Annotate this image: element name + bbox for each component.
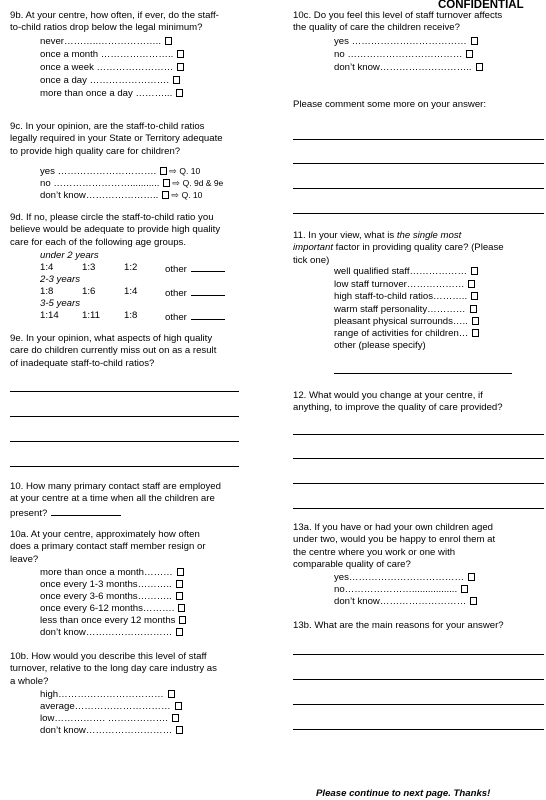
answer-line[interactable] xyxy=(293,213,544,214)
skip-instruction: Q. 10 xyxy=(179,166,201,176)
option-label: low……………. ………………. xyxy=(40,713,168,724)
option-label: never………..……………….. xyxy=(40,36,162,47)
option-label: once a day ……………………. xyxy=(40,75,170,86)
ratio-option[interactable]: 1:4 xyxy=(124,286,138,297)
option-label: other (please specify) xyxy=(334,340,426,351)
question-10a xyxy=(10,529,270,566)
question-13b: 13b. What are the main reasons for your answer? xyxy=(293,620,504,631)
option-yes[interactable] xyxy=(334,572,475,584)
ratio-option[interactable]: 1:3 xyxy=(82,262,96,273)
confidential-label: CONFIDENTIAL xyxy=(438,0,524,11)
option-once-a-day[interactable] xyxy=(40,75,180,87)
ratio-option[interactable]: 1:11 xyxy=(82,310,100,321)
answer-line[interactable] xyxy=(10,416,239,417)
question-10 xyxy=(10,481,270,520)
checkbox[interactable] xyxy=(471,37,478,45)
option-label: yes……………………………… xyxy=(334,572,465,583)
age-group-label: 3-5 years xyxy=(40,298,80,309)
ratio-other[interactable] xyxy=(165,286,225,300)
answer-line[interactable] xyxy=(293,729,544,730)
option-label: low staff turnover……………… xyxy=(334,279,465,290)
comment-prompt: Please comment some more on your answer: xyxy=(293,99,487,110)
question-text: 9e. In your opinion, what aspects of high quality xyxy=(10,333,213,344)
option-high[interactable] xyxy=(40,689,175,701)
question-9b xyxy=(10,10,270,35)
answer-line[interactable] xyxy=(293,188,544,189)
checkbox[interactable] xyxy=(178,604,185,612)
question-text: factor in providing quality care? (Please xyxy=(333,242,504,254)
option-label: pleasant physical surrounds….. xyxy=(334,316,468,327)
option-label: once a week …………………… xyxy=(40,62,174,73)
checkbox[interactable] xyxy=(177,50,184,58)
skip-instruction: Q. 9d & 9e xyxy=(182,178,224,188)
skip-instruction: Q. 10 xyxy=(181,190,203,200)
question-text: at your centre at a time when all the children are xyxy=(10,493,215,505)
question-text: care do children currently miss out on as a result xyxy=(10,345,217,357)
question-text: comparable quality of care? xyxy=(293,558,411,570)
question-text: the quality of care the children receive? xyxy=(293,22,460,34)
ratio-option[interactable]: 1:8 xyxy=(40,286,54,297)
question-text: 12. What would you change at your centre, if xyxy=(293,390,483,401)
ratio-other-label: other xyxy=(165,288,187,299)
question-text: 11. In your view, what is xyxy=(293,230,397,241)
option-label: less than once every 12 months xyxy=(40,615,176,626)
option-other[interactable] xyxy=(334,340,426,352)
ratio-option[interactable]: 1:14 xyxy=(40,310,59,321)
checkbox[interactable] xyxy=(168,690,175,698)
answer-line[interactable] xyxy=(293,163,544,164)
question-text: 9b. At your centre, how often, if ever, do the staff- xyxy=(10,10,219,21)
answer-line[interactable] xyxy=(293,434,544,435)
question-emphasis: the single most xyxy=(396,230,462,241)
ratio-option[interactable]: 1:6 xyxy=(82,286,96,297)
option-label: no ……………………........... xyxy=(40,178,160,189)
question-10c xyxy=(293,10,543,35)
arrow-right-icon: ⇨ xyxy=(169,166,177,176)
arrow-right-icon: ⇨ xyxy=(172,178,180,188)
question-13a xyxy=(293,522,546,571)
option-no[interactable] xyxy=(334,49,473,61)
ratio-other-label: other xyxy=(165,312,187,323)
question-text: does a primary contact staff member resign or xyxy=(10,541,206,553)
checkbox[interactable] xyxy=(470,597,477,605)
option-once-a-month[interactable] xyxy=(40,49,184,61)
question-text: anything, to improve the quality of care provided? xyxy=(293,402,503,414)
checkbox[interactable] xyxy=(461,585,468,593)
ratio-other-label: other xyxy=(165,264,187,275)
question-text: to-child ratios drop below the legal minimum? xyxy=(10,22,203,34)
question-10b xyxy=(10,651,270,688)
checkbox[interactable] xyxy=(470,305,477,313)
option-label: range of activities for children… xyxy=(334,328,469,339)
answer-line[interactable] xyxy=(293,679,544,680)
answer-line[interactable] xyxy=(293,458,544,459)
checkbox[interactable] xyxy=(172,714,179,722)
question-text: under two, would you be happy to enrol them at xyxy=(293,534,496,546)
question-text: of inadequate staff-to-child ratios? xyxy=(10,357,155,369)
option-label: well qualified staff……………… xyxy=(334,266,468,277)
question-text: legally required in your State or Territory adequate xyxy=(10,133,223,145)
answer-line[interactable] xyxy=(293,654,544,655)
checkbox[interactable] xyxy=(160,167,167,175)
age-group-label: 2-3 years xyxy=(40,274,80,285)
staff-count-input[interactable] xyxy=(51,506,121,516)
option-dont-know[interactable] xyxy=(40,627,183,639)
option-low-staff-turnover[interactable] xyxy=(334,279,475,291)
checkbox[interactable] xyxy=(472,317,479,325)
question-9e xyxy=(10,333,270,370)
option-label: high staff-to-child ratios……….. xyxy=(334,291,468,302)
option-label: don’t know………………….. xyxy=(40,190,159,201)
question-text: 10a. At your centre, approximately how often xyxy=(10,529,200,540)
question-text: the centre where you work or one with xyxy=(293,546,456,558)
option-label: don’t know……………………… xyxy=(40,725,173,736)
option-label: yes …………………………. xyxy=(40,166,157,177)
checkbox[interactable] xyxy=(468,573,475,581)
ratio-other[interactable] xyxy=(165,262,225,276)
checkbox[interactable] xyxy=(476,63,483,71)
question-text: care for each of the following age groups. xyxy=(10,236,186,248)
option-label: once every 1-3 months……….. xyxy=(40,579,172,590)
checkbox[interactable] xyxy=(176,89,183,97)
checkbox[interactable] xyxy=(471,292,478,300)
checkbox[interactable] xyxy=(173,76,180,84)
option-3-6-months[interactable] xyxy=(40,591,183,603)
ratio-other-blank[interactable] xyxy=(191,310,225,320)
option-more-than-once-a-month[interactable] xyxy=(40,567,184,579)
question-12 xyxy=(293,390,546,415)
option-dont-know[interactable] xyxy=(334,596,477,608)
option-label: don’t know……………………… xyxy=(40,627,173,638)
ratio-option[interactable]: 1:4 xyxy=(40,262,54,273)
checkbox[interactable] xyxy=(468,280,475,288)
other-specify-line[interactable] xyxy=(334,373,512,374)
checkbox[interactable] xyxy=(466,50,473,58)
option-1-3-months[interactable] xyxy=(40,579,183,591)
arrow-right-icon: ⇨ xyxy=(171,190,179,200)
answer-line[interactable] xyxy=(10,441,239,442)
option-dont-know[interactable] xyxy=(40,725,183,737)
answer-line[interactable] xyxy=(10,391,239,392)
option-label: average………………………… xyxy=(40,701,171,712)
question-9c xyxy=(10,121,270,158)
option-less-than-12-months[interactable] xyxy=(40,615,186,627)
continue-note: Please continue to next page. Thanks! xyxy=(316,788,491,799)
option-label: no ……………………………… xyxy=(334,49,463,60)
ratio-option[interactable]: 1:2 xyxy=(124,262,138,273)
checkbox[interactable] xyxy=(177,63,184,71)
option-label: high…………………………… xyxy=(40,689,164,700)
option-label: once every 3-6 months……….. xyxy=(40,591,172,602)
option-low[interactable] xyxy=(40,713,179,725)
option-yes[interactable] xyxy=(334,36,478,48)
question-text: present? xyxy=(10,507,48,519)
option-label: once a month ………………….. xyxy=(40,49,174,60)
question-text: a whole? xyxy=(10,675,49,687)
option-well-qualified-staff[interactable] xyxy=(334,266,478,278)
answer-line[interactable] xyxy=(293,483,544,484)
question-emphasis: important xyxy=(293,242,333,254)
question-text: 13a. If you have or had your own children aged xyxy=(293,522,494,533)
option-6-12-months[interactable] xyxy=(40,603,185,615)
answer-line[interactable] xyxy=(293,704,544,705)
question-text: turnover, relative to the long day care industry as xyxy=(10,663,217,675)
age-group-label: under 2 years xyxy=(40,250,99,261)
checkbox[interactable] xyxy=(176,580,183,588)
checkbox[interactable] xyxy=(175,702,182,710)
question-text: tick one) xyxy=(293,254,330,266)
option-never[interactable] xyxy=(40,36,172,48)
option-high-ratios[interactable] xyxy=(334,291,478,303)
option-range-of-activities[interactable] xyxy=(334,328,479,340)
ratio-other-blank[interactable] xyxy=(191,286,225,296)
option-label: yes ……………………………… xyxy=(334,36,467,47)
question-9d xyxy=(10,212,270,249)
option-label: once every 6-12 months………. xyxy=(40,603,175,614)
checkbox[interactable] xyxy=(162,191,169,199)
question-text: to provide high quality care for children? xyxy=(10,145,181,157)
checkbox[interactable] xyxy=(165,37,172,45)
answer-line[interactable] xyxy=(293,508,544,509)
checkbox[interactable] xyxy=(163,179,170,187)
checkbox[interactable] xyxy=(472,329,479,337)
ratio-option[interactable]: 1:8 xyxy=(124,310,138,321)
question-text: believe would be adequate to provide high quality xyxy=(10,224,221,236)
option-pleasant-surrounds[interactable] xyxy=(334,316,479,328)
option-once-a-week[interactable] xyxy=(40,62,184,74)
checkbox[interactable] xyxy=(176,628,183,636)
ratio-other[interactable] xyxy=(165,310,225,324)
checkbox[interactable] xyxy=(179,616,186,624)
option-average[interactable] xyxy=(40,701,182,713)
checkbox[interactable] xyxy=(176,726,183,734)
question-11 xyxy=(293,230,546,267)
option-no[interactable] xyxy=(334,584,468,596)
option-label: no…………………................. xyxy=(334,584,458,595)
answer-line[interactable] xyxy=(293,139,544,140)
answer-line[interactable] xyxy=(10,466,239,467)
checkbox[interactable] xyxy=(176,592,183,600)
option-label: more than once a month……… xyxy=(40,567,173,578)
checkbox[interactable] xyxy=(177,568,184,576)
ratio-other-blank[interactable] xyxy=(191,262,225,272)
option-label: more than once a day ………... xyxy=(40,88,173,99)
question-text: leave? xyxy=(10,553,39,565)
question-text: 9c. In your opinion, are the staff-to-child ratios xyxy=(10,121,205,132)
question-text: 10c. Do you feel this level of staff turnover affects xyxy=(293,10,503,21)
question-text: 10. How many primary contact staff are employed xyxy=(10,481,221,492)
option-dont-know[interactable] xyxy=(40,189,202,202)
checkbox[interactable] xyxy=(471,267,478,275)
option-label: don’t know……………………….. xyxy=(334,62,472,73)
question-text: 9d. If no, please circle the staff-to-child ratio you xyxy=(10,212,214,223)
option-label: warm staff personality………… xyxy=(334,304,466,315)
option-label: don’t know……………………… xyxy=(334,596,467,607)
option-warm-personality[interactable] xyxy=(334,304,477,316)
option-dont-know[interactable] xyxy=(334,62,483,74)
option-more-than-once-a-day[interactable] xyxy=(40,88,183,100)
question-text: 10b. How would you describe this level of staff xyxy=(10,651,207,662)
